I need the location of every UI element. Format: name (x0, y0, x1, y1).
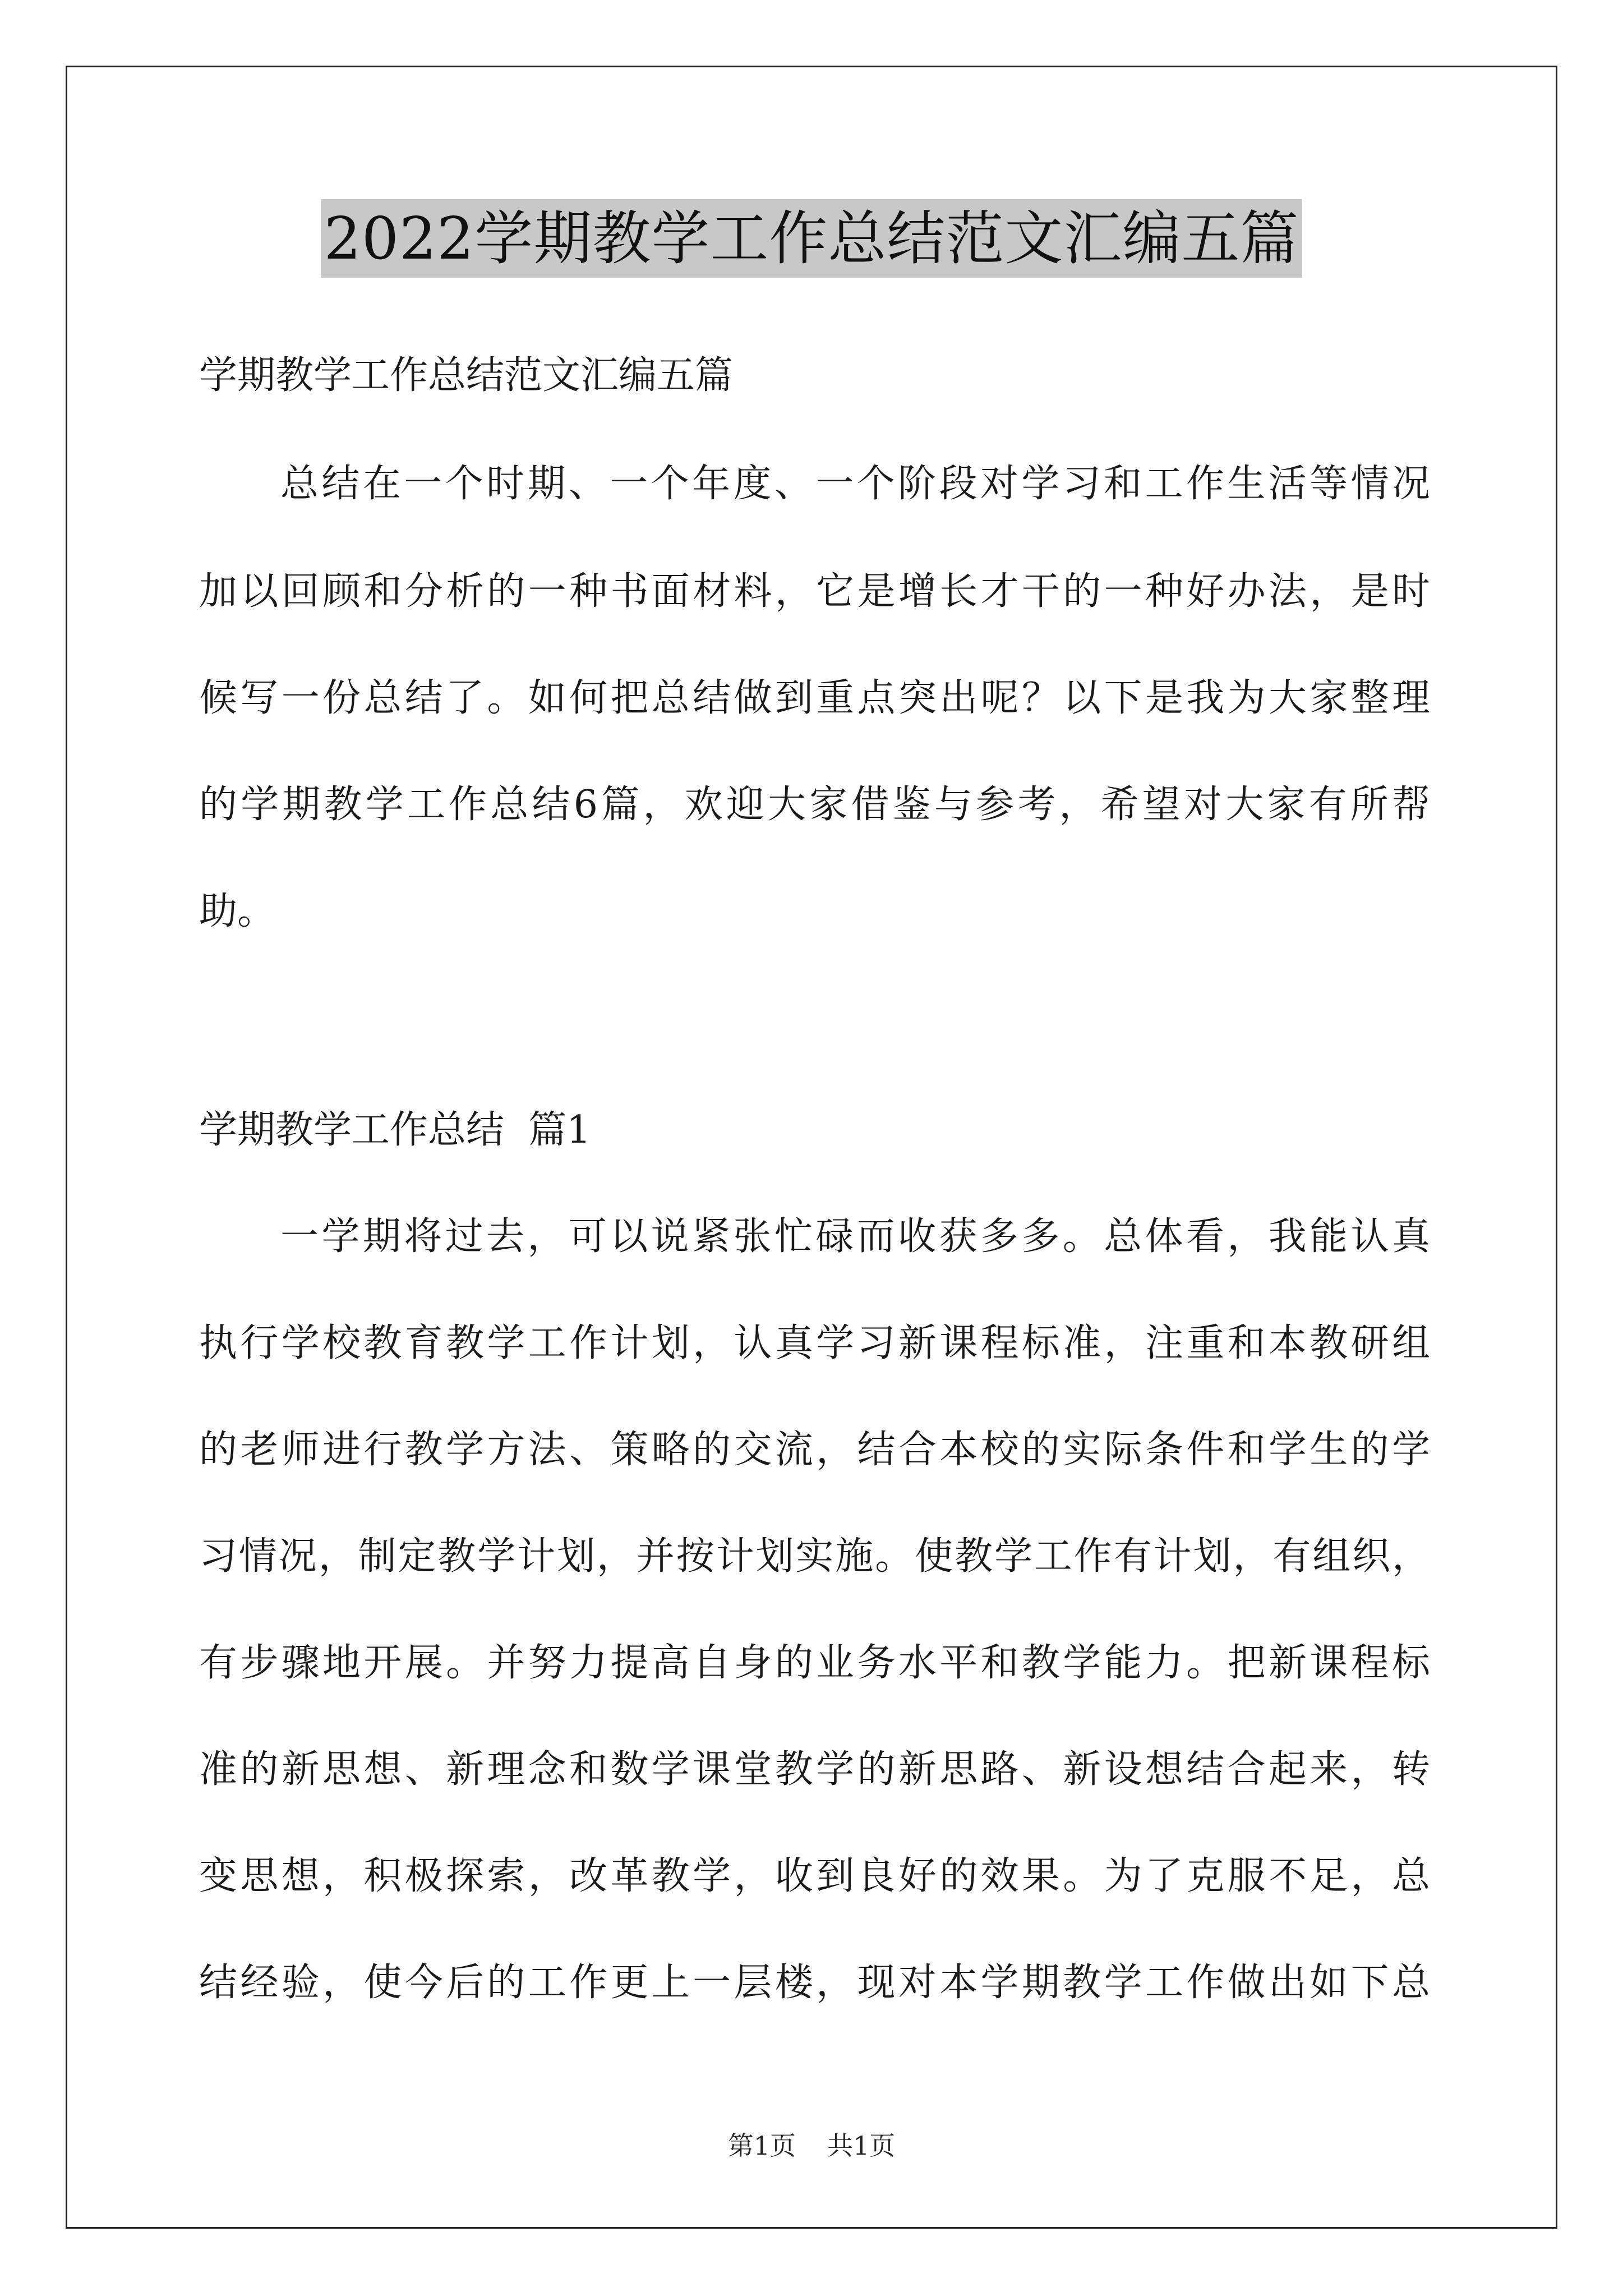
intro-line: 助。 (199, 889, 276, 933)
document-subtitle: 学期教学工作总结范文汇编五篇 (199, 353, 734, 398)
page-number-current: 第1页 (727, 2131, 796, 2161)
intro-line: 加以回顾和分析的一种书面材料，它是增长才干的一种好办法，是时 (199, 569, 1430, 614)
document-title: 2022学期教学工作总结范文汇编五篇 (321, 199, 1303, 278)
intro-line: 候写一份总结了。如何把总结做到重点突出呢？以下是我为大家整理 (199, 676, 1430, 720)
body-line: 变思想，积极探索，改革教学，收到良好的效果。为了克服不足，总 (199, 1854, 1430, 1898)
intro-line: 总结在一个时期、一个年度、一个阶段对学习和工作生活等情况 (280, 462, 1430, 506)
body-line: 的老师进行教学方法、策略的交流，结合本校的实际条件和学生的学 (199, 1428, 1430, 1472)
body-line: 执行学校教育教学工作计划，认真学习新课程标准，注重和本教研组 (199, 1321, 1430, 1365)
body-line: 准的新思想、新理念和数学课堂教学的新思路、新设想结合起来，转 (199, 1747, 1430, 1792)
body-line: 一学期将过去，可以说紧张忙碌而收获多多。总体看，我能认真 (280, 1214, 1430, 1259)
page-footer (0, 2129, 1623, 2162)
page-number-total: 共1页 (827, 2131, 896, 2161)
title-container (0, 199, 1623, 278)
intro-line: 的学期教学工作总结6篇，欢迎大家借鉴与参考，希望对大家有所帮 (199, 783, 1430, 827)
section-heading: 学期教学工作总结 篇1 (199, 1108, 591, 1152)
body-line: 结经验，使今后的工作更上一层楼，现对本学期教学工作做出如下总 (199, 1961, 1430, 2005)
body-line: 习情况，制定教学计划，并按计划实施。使教学工作有计划，有组织， (199, 1534, 1430, 1579)
body-line: 有步骤地开展。并努力提高自身的业务水平和教学能力。把新课程标 (199, 1641, 1430, 1685)
